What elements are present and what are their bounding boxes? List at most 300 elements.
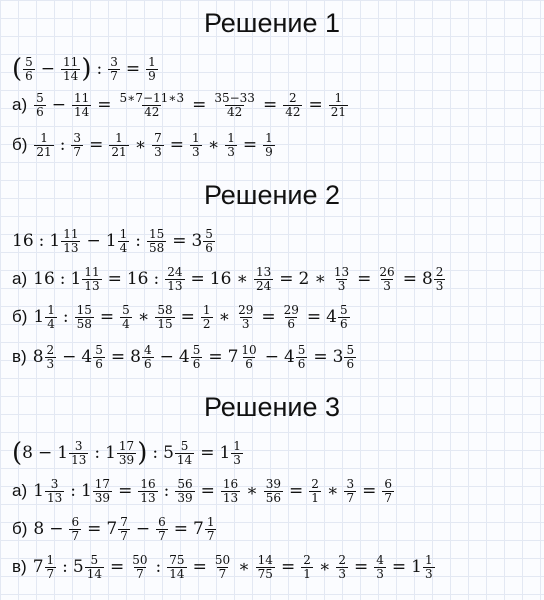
numerator: 15 xyxy=(76,302,92,317)
denominator: 2 xyxy=(202,316,211,331)
numerator: 3 xyxy=(110,54,118,69)
denominator: 4 xyxy=(119,240,128,255)
fraction xyxy=(45,344,57,371)
number: 1 xyxy=(105,231,117,251)
operator: : xyxy=(135,231,141,251)
operator: = xyxy=(89,135,104,155)
operator: = xyxy=(173,519,188,539)
step-label: б) xyxy=(12,519,28,538)
numerator: 3 xyxy=(74,438,83,453)
operator: − xyxy=(86,231,101,251)
step-v xyxy=(12,550,538,584)
operator: = xyxy=(110,347,126,367)
fraction xyxy=(82,266,101,293)
denominator: 7 xyxy=(71,528,80,543)
fraction xyxy=(377,266,396,293)
step-v xyxy=(12,340,538,374)
equation xyxy=(12,436,538,470)
numerator: 50 xyxy=(214,552,231,567)
numerator: 7 xyxy=(120,514,128,529)
fraction xyxy=(71,132,83,159)
operator: = xyxy=(125,59,141,79)
denominator: 58 xyxy=(76,316,92,331)
numerator: 39 xyxy=(265,476,281,491)
operator: : xyxy=(94,443,101,463)
numerator: 5 xyxy=(339,302,348,317)
denominator: 7 xyxy=(346,490,355,505)
number: 5 xyxy=(163,443,174,463)
operator: = xyxy=(280,557,296,577)
numerator: 29 xyxy=(238,302,254,317)
fraction xyxy=(45,304,57,331)
operator: = xyxy=(192,95,207,115)
operator: = xyxy=(289,481,304,501)
fraction xyxy=(190,132,202,159)
denominator: 39 xyxy=(94,490,111,505)
operator: : xyxy=(155,557,162,577)
denominator: 14 xyxy=(176,452,193,467)
operator: ∗ xyxy=(134,135,147,155)
denominator: 14 xyxy=(169,566,185,581)
numerator: 4 xyxy=(143,342,152,357)
denominator: 6 xyxy=(297,356,306,371)
step-b xyxy=(12,512,538,546)
fraction xyxy=(225,132,237,159)
operator: = xyxy=(200,481,215,501)
denominator: 6 xyxy=(143,356,152,371)
number: 5 xyxy=(72,557,84,577)
fraction xyxy=(329,92,348,119)
fraction xyxy=(175,440,194,467)
numerator: 6 xyxy=(158,514,166,529)
step-a xyxy=(12,88,538,122)
numerator: 56 xyxy=(177,476,193,491)
denominator: 13 xyxy=(84,278,100,293)
number: 7 xyxy=(192,519,204,539)
denominator: 3 xyxy=(241,316,250,331)
operator: ∗ xyxy=(218,307,231,327)
operator: = xyxy=(87,519,102,539)
operator: = xyxy=(200,443,215,463)
denominator: 9 xyxy=(265,144,273,159)
operator: − xyxy=(49,519,64,539)
fraction xyxy=(256,554,275,581)
numerator: 5 xyxy=(192,342,201,357)
denominator: 7 xyxy=(136,566,144,581)
denominator: 3 xyxy=(435,278,444,293)
paren: ) xyxy=(81,54,92,84)
denominator: 6 xyxy=(36,104,44,119)
denominator: 6 xyxy=(95,356,103,371)
numerator: 1 xyxy=(206,514,215,529)
denominator: 6 xyxy=(192,356,201,371)
fraction xyxy=(138,478,157,505)
denominator: 13 xyxy=(71,452,87,467)
number: 1 xyxy=(33,481,44,501)
operator: = xyxy=(308,95,323,115)
numerator: 11 xyxy=(63,226,79,241)
number: 8 xyxy=(22,443,33,463)
denominator: 13 xyxy=(167,278,183,293)
operator: = xyxy=(97,95,112,115)
fraction xyxy=(118,92,187,119)
numerator: 16 xyxy=(140,476,156,491)
number: 16 xyxy=(33,269,55,289)
operator: : xyxy=(38,231,45,251)
numerator: 1 xyxy=(233,438,241,453)
numerator: 6 xyxy=(71,514,80,529)
numerator: 5∗7−11∗3 xyxy=(119,90,185,105)
numerator: 1 xyxy=(265,130,273,145)
numerator: 15 xyxy=(148,226,165,241)
denominator: 6 xyxy=(287,316,296,331)
operator: ∗ xyxy=(246,481,258,501)
operator: ∗ xyxy=(326,481,339,501)
fraction xyxy=(191,344,203,371)
fraction xyxy=(332,266,351,293)
step-label: а) xyxy=(12,269,28,288)
numerator: 17 xyxy=(94,476,111,491)
fraction xyxy=(283,92,302,119)
fraction xyxy=(205,516,217,543)
step-label: в) xyxy=(12,347,27,366)
fraction xyxy=(282,304,301,331)
numerator: 4 xyxy=(376,552,384,567)
fraction xyxy=(142,344,154,371)
fraction xyxy=(93,478,112,505)
denominator: 6 xyxy=(346,356,355,371)
operator: = xyxy=(107,269,122,289)
numerator: 5 xyxy=(346,342,355,357)
fraction xyxy=(69,516,81,543)
numerator: 29 xyxy=(283,302,299,317)
fraction xyxy=(236,304,255,331)
denominator: 9 xyxy=(148,68,156,83)
equation xyxy=(12,52,538,86)
denominator: 13 xyxy=(222,490,239,505)
fraction xyxy=(45,554,57,581)
title-solution-1: Решение 1 xyxy=(203,8,341,38)
denominator: 3 xyxy=(338,566,347,581)
numerator: 50 xyxy=(132,552,148,567)
operator: = xyxy=(306,307,322,327)
numerator: 10 xyxy=(241,342,257,357)
numerator: 5 xyxy=(36,90,44,105)
fraction xyxy=(434,266,446,293)
numerator: 1 xyxy=(119,226,128,241)
fraction xyxy=(72,92,91,119)
denominator: 6 xyxy=(25,68,33,83)
paren: ) xyxy=(137,438,148,468)
operator: = xyxy=(402,269,417,289)
denominator: 14 xyxy=(74,104,90,119)
number: 8 xyxy=(421,269,433,289)
number: 16 xyxy=(126,269,149,289)
denominator: 42 xyxy=(144,104,160,119)
fraction xyxy=(152,132,164,159)
fraction xyxy=(221,478,240,505)
fraction xyxy=(61,228,80,255)
numerator: 11 xyxy=(74,90,90,105)
denominator: 3 xyxy=(383,278,391,293)
number: 1 xyxy=(49,231,61,251)
denominator: 7 xyxy=(384,490,392,505)
denominator: 7 xyxy=(158,528,166,543)
step-label: а) xyxy=(12,95,28,114)
denominator: 21 xyxy=(36,144,52,159)
fraction xyxy=(108,56,120,83)
fraction xyxy=(146,56,158,83)
fraction xyxy=(423,554,435,581)
step-a xyxy=(12,262,538,296)
denominator: 15 xyxy=(157,316,173,331)
number: 8 xyxy=(130,347,141,367)
denominator: 42 xyxy=(285,104,301,119)
number: 1 xyxy=(33,307,45,327)
denominator: 13 xyxy=(140,490,156,505)
paren: ( xyxy=(12,54,23,84)
fraction xyxy=(165,266,184,293)
operator: : xyxy=(96,59,103,79)
operator: : xyxy=(59,135,66,155)
operator: − xyxy=(51,95,67,115)
fraction xyxy=(175,478,194,505)
operator: = xyxy=(279,269,294,289)
number: 7 xyxy=(106,519,118,539)
operator: ∗ xyxy=(238,557,250,577)
denominator: 1 xyxy=(303,566,311,581)
fraction xyxy=(147,228,166,255)
denominator: 39 xyxy=(177,490,193,505)
number: 8 xyxy=(33,519,45,539)
fraction xyxy=(338,304,350,331)
operator: = xyxy=(261,307,276,327)
fraction xyxy=(69,440,88,467)
numerator: 26 xyxy=(379,264,395,279)
operator: = xyxy=(192,557,207,577)
operator: − xyxy=(264,347,279,367)
operator: ∗ xyxy=(207,135,220,155)
fraction xyxy=(34,92,46,119)
operator: − xyxy=(62,347,77,367)
operator: : xyxy=(163,481,170,501)
denominator: 6 xyxy=(339,316,348,331)
fraction xyxy=(120,304,132,331)
fraction xyxy=(344,344,356,371)
numerator: 1 xyxy=(192,130,200,145)
denominator: 58 xyxy=(148,240,165,255)
numerator: 1 xyxy=(47,302,55,317)
fraction xyxy=(167,554,186,581)
step-label: а) xyxy=(12,481,28,500)
fraction xyxy=(254,266,273,293)
fraction xyxy=(85,554,104,581)
fraction xyxy=(155,304,174,331)
numerator: 5 xyxy=(122,302,130,317)
number: 16 xyxy=(209,269,232,289)
operator: : xyxy=(152,443,159,463)
denominator: 7 xyxy=(73,144,82,159)
fraction xyxy=(23,56,35,83)
numerator: 2 xyxy=(435,264,444,279)
number: 7 xyxy=(32,557,44,577)
fraction xyxy=(117,440,136,467)
operator: = xyxy=(169,135,185,155)
numerator: 6 xyxy=(384,476,392,491)
operator: = xyxy=(180,307,195,327)
denominator: 4 xyxy=(122,316,130,331)
denominator: 7 xyxy=(120,528,128,543)
fraction xyxy=(239,344,258,371)
operator: = xyxy=(354,557,369,577)
denominator: 3 xyxy=(154,144,162,159)
denominator: 7 xyxy=(218,566,227,581)
numerator: 35−33 xyxy=(214,90,255,105)
numerator: 11 xyxy=(84,264,100,279)
numerator: 3 xyxy=(73,130,82,145)
number: 1 xyxy=(105,443,116,463)
numerator: 5 xyxy=(95,342,103,357)
fraction xyxy=(118,516,130,543)
fraction xyxy=(263,132,275,159)
operator: ∗ xyxy=(137,307,150,327)
denominator: 56 xyxy=(265,490,281,505)
operator: = xyxy=(208,347,223,367)
fraction xyxy=(212,92,257,119)
numerator: 24 xyxy=(167,264,183,279)
denominator: 7 xyxy=(206,528,215,543)
denominator: 24 xyxy=(255,278,272,293)
numerator: 58 xyxy=(157,302,173,317)
number: 2 xyxy=(298,269,310,289)
operator: − xyxy=(40,59,56,79)
fraction xyxy=(109,132,128,159)
number: 3 xyxy=(191,231,203,251)
numerator: 75 xyxy=(169,552,185,567)
number: 3 xyxy=(332,347,344,367)
numerator: 14 xyxy=(257,552,273,567)
fraction xyxy=(118,228,130,255)
number: 7 xyxy=(227,347,239,367)
equation xyxy=(12,224,538,258)
fraction xyxy=(130,554,149,581)
number: 1 xyxy=(57,443,69,463)
title-solution-2: Решение 2 xyxy=(203,180,341,210)
operator: = xyxy=(118,481,133,501)
fraction xyxy=(301,554,313,581)
denominator: 3 xyxy=(192,144,200,159)
step-label: б) xyxy=(12,307,28,326)
numerator: 3 xyxy=(50,476,59,491)
denominator: 1 xyxy=(311,490,319,505)
numerator: 7 xyxy=(154,130,162,145)
operator: ∗ xyxy=(236,269,248,289)
number: 1 xyxy=(80,481,92,501)
denominator: 4 xyxy=(47,316,55,331)
number: 4 xyxy=(81,347,93,367)
fraction xyxy=(203,228,215,255)
operator: = xyxy=(362,481,377,501)
number: 1 xyxy=(219,443,231,463)
operator: : xyxy=(62,307,69,327)
numerator: 1 xyxy=(46,552,55,567)
denominator: 39 xyxy=(118,452,135,467)
numerator: 13 xyxy=(255,264,272,279)
step-label: в) xyxy=(12,557,27,576)
denominator: 3 xyxy=(337,278,346,293)
operator: = xyxy=(313,347,328,367)
numerator: 1 xyxy=(115,130,123,145)
denominator: 3 xyxy=(233,452,241,467)
fraction xyxy=(93,344,105,371)
number: 1 xyxy=(70,269,82,289)
denominator: 3 xyxy=(376,566,384,581)
operator: : xyxy=(62,557,68,577)
denominator: 7 xyxy=(110,68,118,83)
fraction xyxy=(264,478,283,505)
number: 8 xyxy=(32,347,44,367)
numerator: 3 xyxy=(346,476,355,491)
numerator: 2 xyxy=(289,90,297,105)
fraction xyxy=(61,56,80,83)
operator: : xyxy=(153,269,160,289)
numerator: 5 xyxy=(180,438,189,453)
operator: = xyxy=(391,557,407,577)
numerator: 1 xyxy=(148,54,156,69)
fraction xyxy=(156,516,168,543)
step-b xyxy=(12,128,538,162)
operator: = xyxy=(172,231,187,251)
fraction xyxy=(382,478,394,505)
operator: ∗ xyxy=(314,269,326,289)
operator: = xyxy=(99,307,115,327)
fraction xyxy=(75,304,94,331)
numerator: 1 xyxy=(334,90,343,105)
fraction xyxy=(374,554,386,581)
numerator: 5 xyxy=(205,226,213,241)
denominator: 6 xyxy=(205,240,213,255)
step-b xyxy=(12,300,538,334)
denominator: 75 xyxy=(257,566,273,581)
fraction xyxy=(309,478,321,505)
numerator: 2 xyxy=(46,342,55,357)
denominator: 3 xyxy=(227,144,235,159)
denominator: 3 xyxy=(425,566,433,581)
numerator: 5 xyxy=(90,552,99,567)
operator: − xyxy=(37,443,53,463)
numerator: 1 xyxy=(425,552,433,567)
step-label: б) xyxy=(12,135,28,154)
denominator: 7 xyxy=(46,566,55,581)
operator: ∗ xyxy=(318,557,331,577)
denominator: 42 xyxy=(227,104,243,119)
fraction xyxy=(336,554,348,581)
fraction xyxy=(213,554,232,581)
fraction xyxy=(34,132,53,159)
operator: : xyxy=(59,269,66,289)
paren: ( xyxy=(12,438,23,468)
operator: = xyxy=(242,135,258,155)
denominator: 6 xyxy=(245,356,253,371)
numerator: 2 xyxy=(338,552,347,567)
denominator: 13 xyxy=(46,490,63,505)
fraction xyxy=(231,440,243,467)
operator: : xyxy=(70,481,76,501)
fraction xyxy=(201,304,213,331)
numerator: 1 xyxy=(202,302,211,317)
fraction xyxy=(45,478,64,505)
step-a xyxy=(12,474,538,508)
